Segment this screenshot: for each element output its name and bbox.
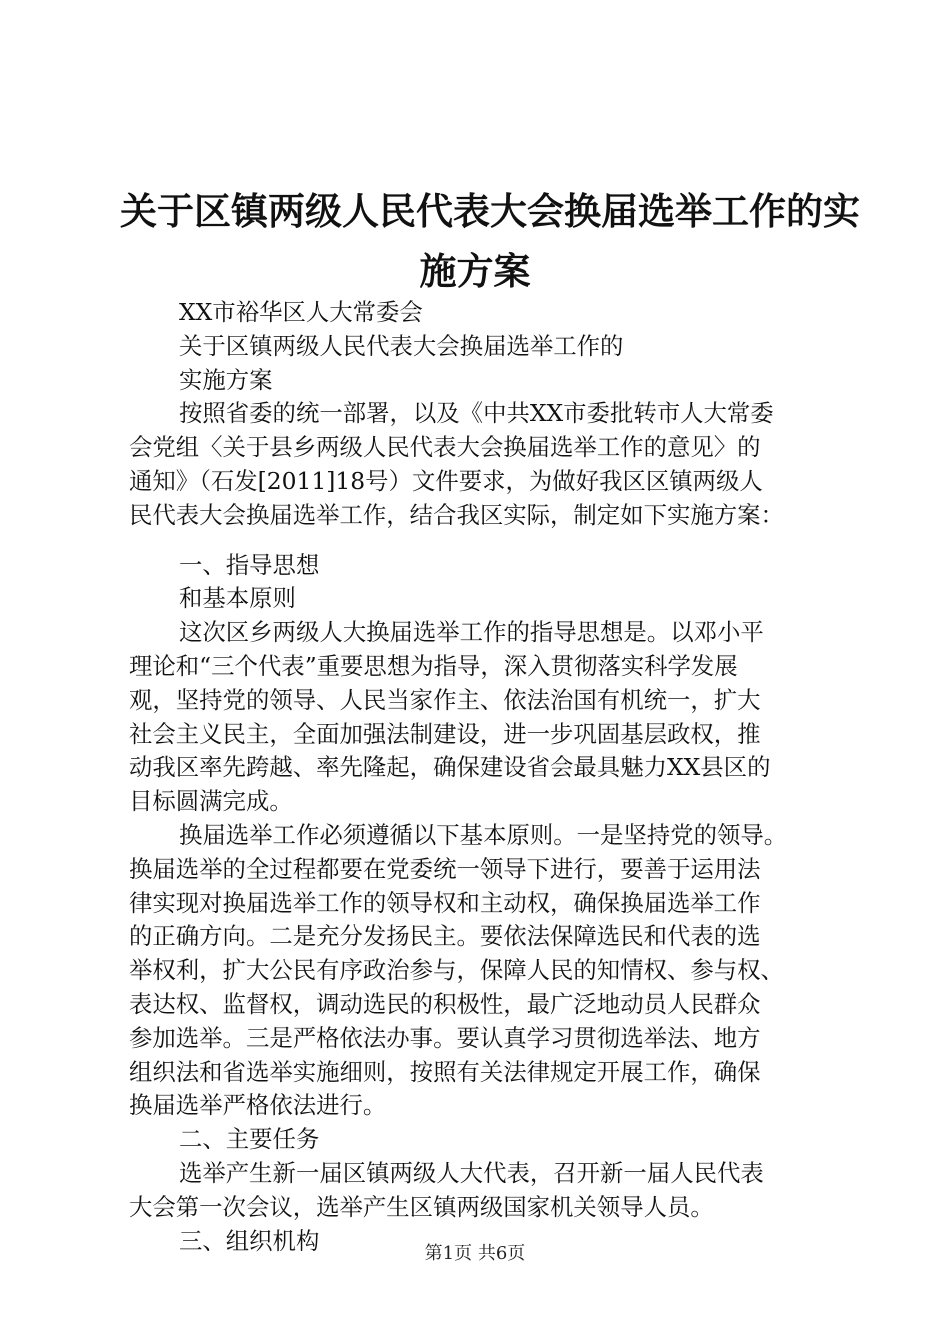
- paragraph-line: 换届选举严格依法进行。: [129, 1091, 387, 1120]
- paragraph-line: 这次区乡两级人大换届选举工作的指导思想是。以邓小平: [179, 618, 764, 647]
- issuer-line: XX市裕华区人大常委会: [179, 298, 423, 326]
- paragraph-line: 举权利，扩大公民有序政治参与，保障人民的知情权、参与权、: [129, 956, 784, 985]
- document-body: [129, 296, 827, 1258]
- paragraph-line: 组织法和省选举实施细则，按照有关法律规定开展工作，确保: [129, 1057, 761, 1086]
- page-number-footer: 第1页 共6页: [424, 1243, 526, 1264]
- paragraph-line: 通知》（石发[2011]18号）文件要求，为做好我区区镇两级人: [129, 466, 763, 495]
- paragraph-line: 会党组〈关于县乡两级人民代表大会换届选举工作的意见〉的: [129, 433, 761, 462]
- paragraph-line: 参加选举。三是严格依法办事。要认真学习贯彻选举法、地方: [129, 1023, 761, 1052]
- section-heading: 一、指导思想: [179, 550, 320, 579]
- paragraph-line: 社会主义民主，全面加强法制建设，进一步巩固基层政权，推: [129, 719, 761, 748]
- title-line-1: 关于区镇两级人民代表大会换届选举工作的实: [120, 189, 860, 233]
- paragraph-line: 换届选举的全过程都要在党委统一领导下进行，要善于运用法: [129, 854, 761, 883]
- paragraph-line: 按照省委的统一部署，以及《中共XX市委批转市人大常委: [179, 399, 774, 428]
- paragraph-line: 选举产生新一届区镇两级人大代表，召开新一届人民代表: [179, 1158, 764, 1187]
- subtitle-line: 关于区镇两级人民代表大会换届选举工作的: [179, 331, 624, 360]
- paragraph-line: 民代表大会换届选举工作，结合我区实际，制定如下实施方案：: [129, 500, 784, 529]
- paragraph-line: 动我区率先跨越、率先隆起，确保建设省会最具魅力XX县区的: [129, 753, 771, 782]
- paragraph-line: 理论和“三个代表”重要思想为指导，深入贯彻落实科学发展: [129, 651, 738, 680]
- document-title: [120, 181, 860, 301]
- title-line-2: 施方案: [419, 249, 531, 293]
- paragraph-gap: [129, 533, 827, 549]
- section-heading: 三、组织机构: [179, 1226, 320, 1255]
- subtitle-line: 实施方案: [179, 365, 273, 394]
- paragraph-line: 表达权、监督权，调动选民的积极性，最广泛地动员人民群众: [129, 989, 761, 1018]
- paragraph-line: 大会第一次会议，选举产生区镇两级国家机关领导人员。: [129, 1192, 714, 1221]
- paragraph-line: 律实现对换届选举工作的领导权和主动权，确保换届选举工作: [129, 888, 761, 917]
- paragraph-line: 目标圆满完成。: [129, 787, 293, 816]
- section-heading: 和基本原则: [179, 584, 296, 613]
- paragraph-line: 换届选举工作必须遵循以下基本原则。一是坚持党的领导。: [179, 820, 788, 849]
- section-heading: 二、主要任务: [179, 1125, 320, 1154]
- paragraph-line: 的正确方向。二是充分发扬民主。要依法保障选民和代表的选: [129, 922, 761, 951]
- paragraph-line: 观，坚持党的领导、人民当家作主、依法治国有机统一，扩大: [129, 685, 761, 714]
